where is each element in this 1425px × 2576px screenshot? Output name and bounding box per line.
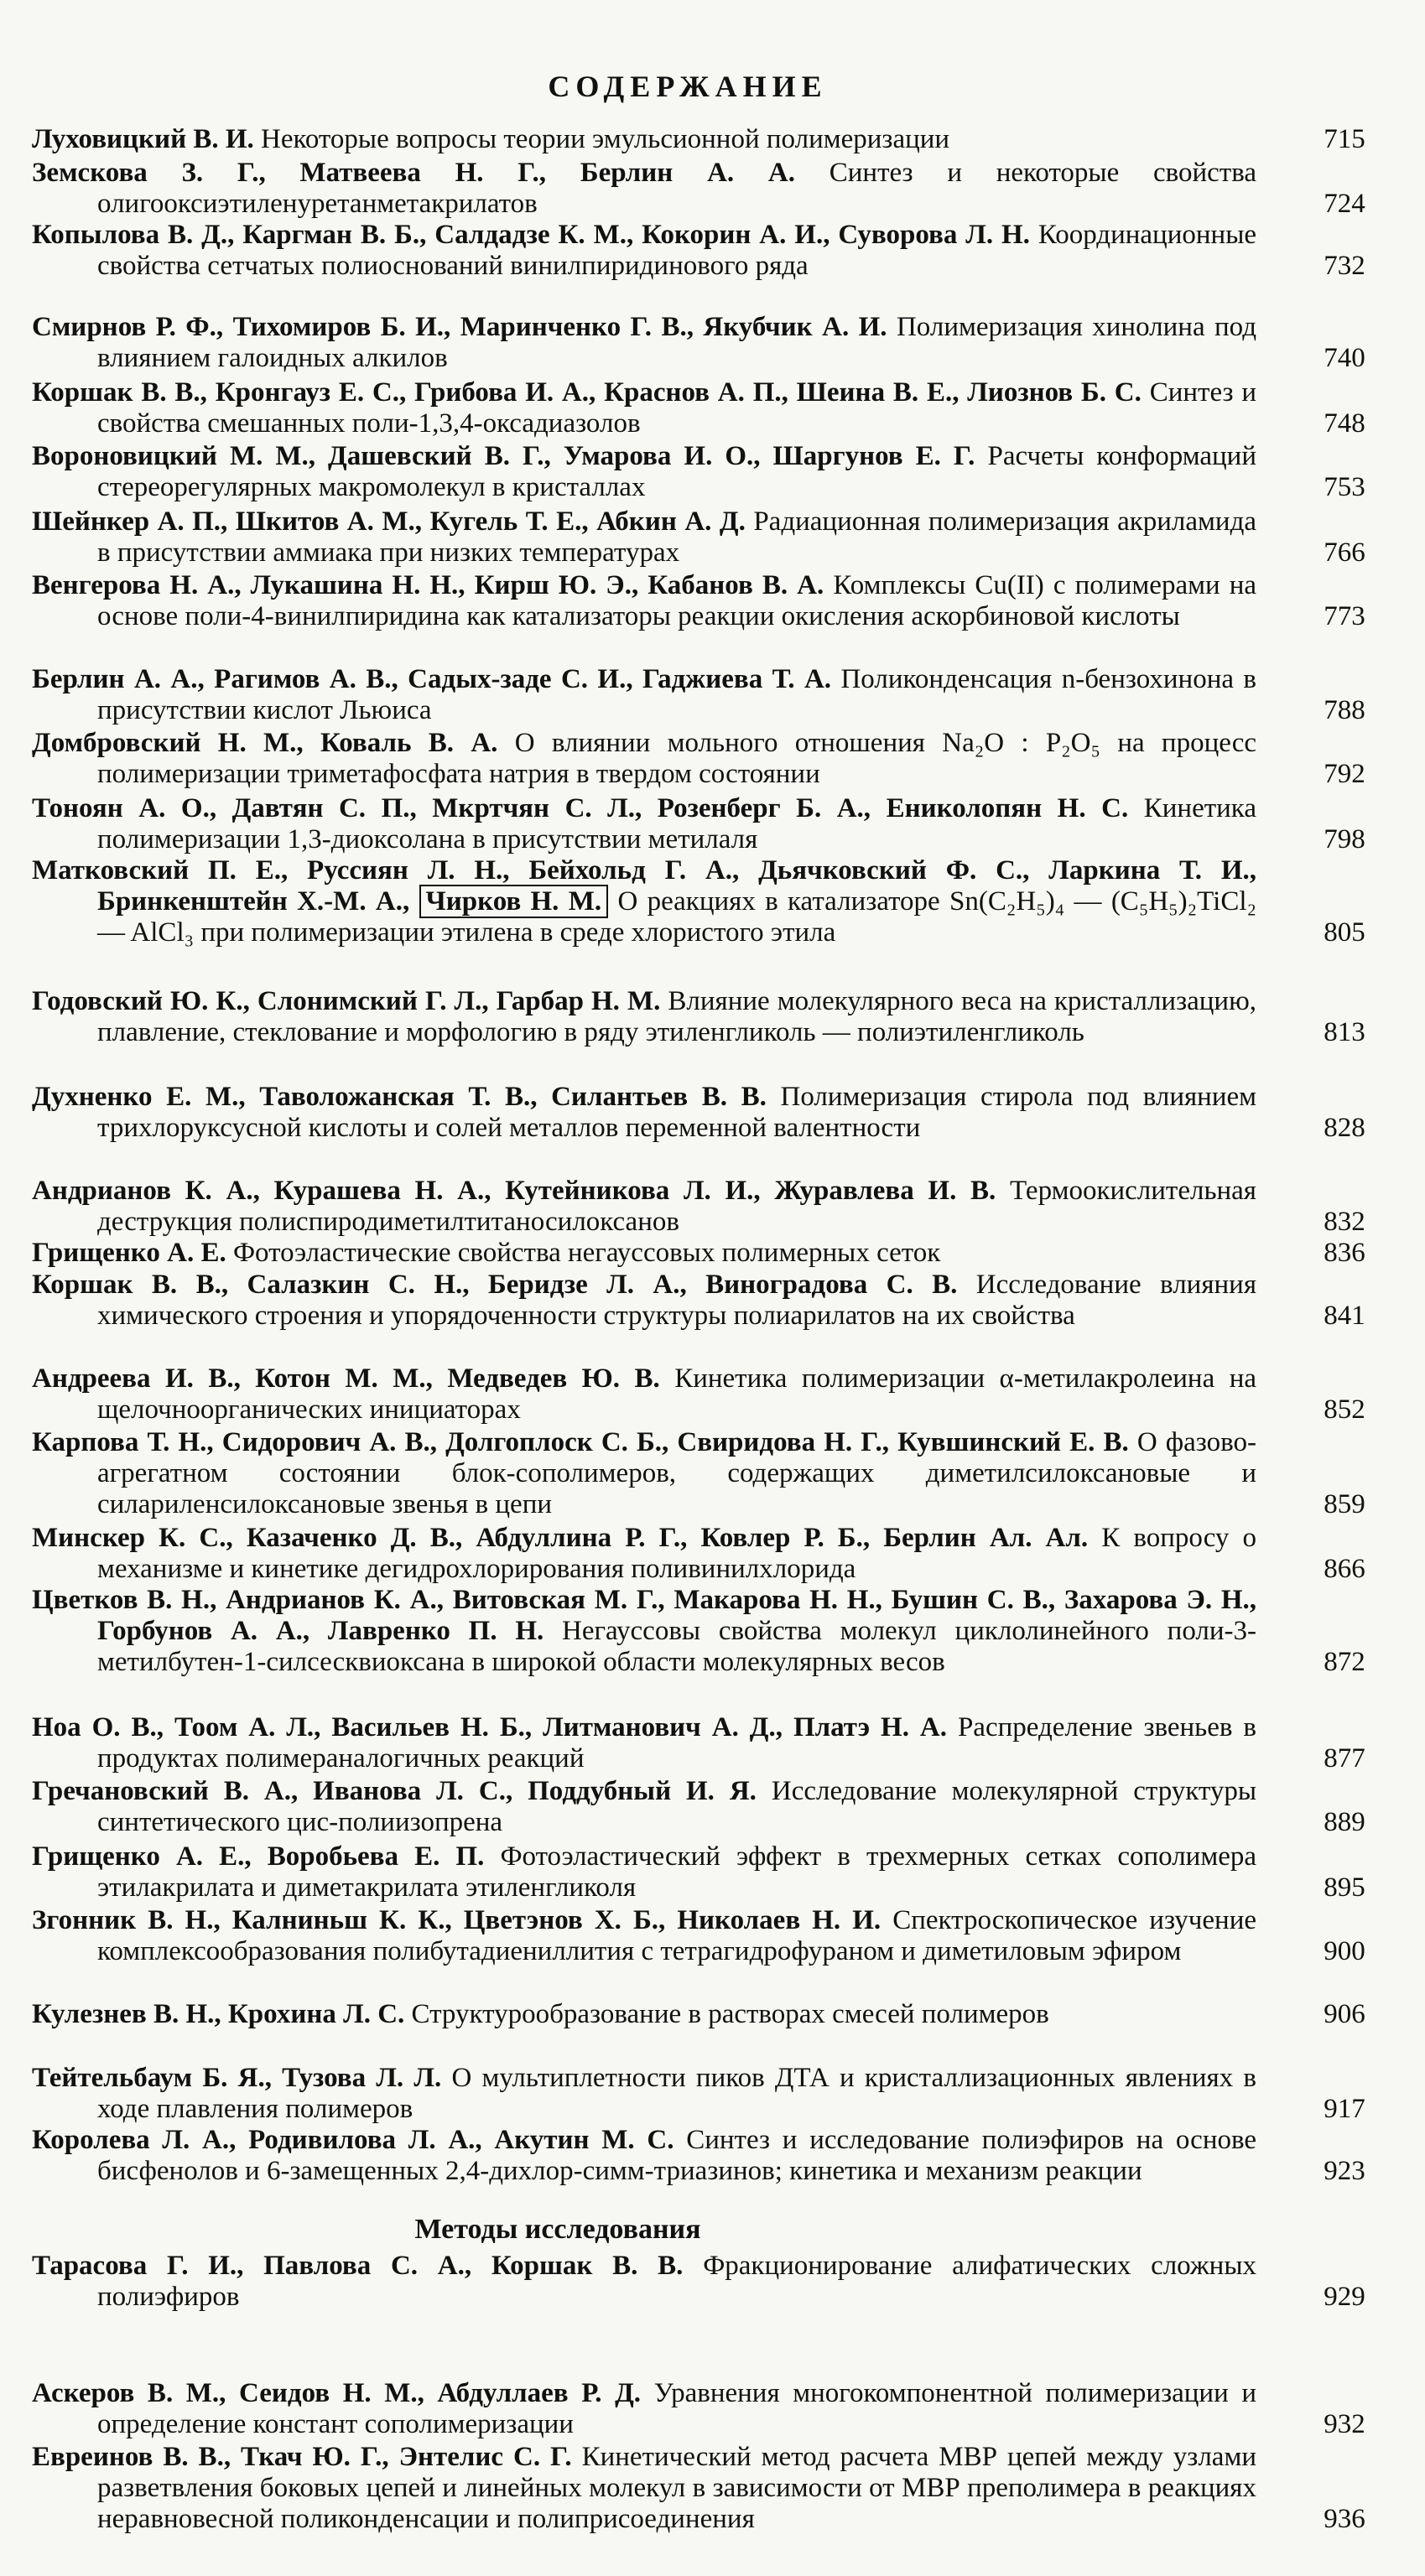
entry-page: 773 bbox=[1324, 601, 1365, 631]
entry-title: Синтез и исследование полиэфиров на основе бисфенолов и 6-замещенных 2,4-дихлор-симм-триазинов; кинетика и механизм реакции bbox=[97, 2125, 1257, 2186]
entry-title: О фазово-агрегатном состоянии блок-сополимеров, содержащих диметилсилоксановые и силариленсилоксановые звенья в цепи bbox=[97, 1427, 1256, 1519]
entry-page: 900 bbox=[1324, 1936, 1365, 1966]
toc-entry bbox=[32, 1176, 1365, 1238]
entry-title: Спектроскопическое изучение комплексообразования полибутадиениллития с тетрагидрофураном и диметиловым эфиром bbox=[97, 1905, 1257, 1966]
entry-title: Структурообразование в растворах смесей полимеров bbox=[411, 1999, 1049, 2029]
entry-page: 917 bbox=[1324, 2094, 1365, 2124]
entry-authors: Минскер К. С., Казаченко Д. В., Абдуллина Р. Г., Ковлер Р. Б., Берлин Ал. Ал. bbox=[32, 1523, 1089, 1553]
toc-entry bbox=[32, 312, 1365, 374]
entry-title: Синтез и некоторые свойства олигооксиэтиленуретанметакрилатов bbox=[97, 158, 1257, 219]
entry-title: К вопросу о механизме и кинетике дегидрохлорирования поливинилхлорида bbox=[97, 1523, 1257, 1584]
entry-authors: Венгерова Н. А., Лукашина Н. Н., Кирш Ю. Э., Кабанов В. А. bbox=[32, 570, 824, 600]
entry-title: Полимеризация стирола под влиянием трихлоруксусной кислоты и солей металлов переменной валентности bbox=[97, 1082, 1257, 1143]
entry-authors: Тоноян А. О., Давтян С. П., Мкртчян С. Л., Розенберг Б. А., Ениколопян Н. С. bbox=[32, 793, 1129, 823]
entry-title: Некоторые вопросы теории эмульсионной полимеризации bbox=[261, 124, 950, 154]
entry-authors: Згонник В. Н., Калниньш К. К., Цветэнов Х. Б., Николаев Н. И. bbox=[32, 1905, 882, 1935]
entry-authors: Грищенко А. Е. bbox=[32, 1238, 226, 1268]
entry-title: Комплексы Cu(II) с полимерами на основе поли-4-винилпиридина как катализаторы реакции окисления аскорбиновой кислоты bbox=[97, 570, 1257, 631]
entry-title: Влияние молекулярного веса на кристаллизацию, плавление, стеклование и морфологию в ряду этиленгликоль — полиэтиленгликоль bbox=[97, 986, 1256, 1047]
toc-entry bbox=[32, 1082, 1365, 1144]
toc-entry bbox=[32, 1427, 1365, 1520]
entry-authors: Земскова З. Г., Матвеева Н. Г., Берлин А. А. bbox=[32, 158, 795, 188]
entry-authors: Аскеров В. М., Сеидов Н. М., Абдуллаев Р. Д. bbox=[32, 2378, 642, 2408]
entry-authors: Андреева И. В., Котон М. М., Медведев Ю. В. bbox=[32, 1363, 660, 1394]
toc-entry bbox=[32, 986, 1365, 1048]
toc-entry bbox=[32, 2125, 1365, 2187]
entry-title: О мультиплетности пиков ДТА и кристаллизационных явлениях в ходе плавления полимеров bbox=[97, 2063, 1256, 2124]
entry-page: 828 bbox=[1324, 1113, 1365, 1143]
toc-entry bbox=[32, 1841, 1365, 1903]
entry-page: 852 bbox=[1324, 1394, 1365, 1425]
toc-entry bbox=[32, 2251, 1365, 2313]
toc-entry bbox=[32, 728, 1365, 790]
toc-entry bbox=[32, 441, 1365, 503]
entry-authors: Грищенко А. Е., Воробьева Е. П. bbox=[32, 1841, 485, 1872]
entry-title: Негауссовы свойства молекул циклолинейного поли-3-метилбутен-1-силсесквиоксана в широкой области молекулярных весов bbox=[97, 1616, 1256, 1677]
toc-entry bbox=[32, 506, 1365, 569]
toc-entry bbox=[32, 793, 1365, 855]
toc-entry bbox=[32, 1270, 1365, 1332]
entry-title: Поликонденсация n-бензохинона в присутствии кислот Льюиса bbox=[97, 664, 1256, 725]
entry-title: Расчеты конформаций стереорегулярных макромолекул в кристаллах bbox=[97, 441, 1256, 502]
entry-authors: Копылова В. Д., Каргман В. Б., Салдадзе К. М., Кокорин А. И., Суворова Л. Н. bbox=[32, 220, 1030, 250]
entry-page: 832 bbox=[1324, 1207, 1365, 1237]
entry-title: Кинетика полимеризации 1,3-диоксолана в присутствии метилаля bbox=[97, 793, 1256, 854]
entry-page: 889 bbox=[1324, 1807, 1365, 1837]
toc-entry bbox=[32, 1905, 1365, 1967]
entry-title: Синтез и свойства смешанных поли-1,3,4-оксадиазолов bbox=[97, 377, 1257, 439]
entry-page: 932 bbox=[1324, 2409, 1365, 2439]
entry-authors: Домбровский Н. М., Коваль В. А. bbox=[32, 728, 498, 758]
entry-authors: Кулезнев В. Н., Крохина Л. С. bbox=[32, 1999, 405, 2029]
entry-title: Фотоэластические свойства негауссовых полимерных сеток bbox=[232, 1238, 941, 1268]
toc-entry bbox=[32, 1238, 1365, 1269]
entry-title: Фотоэластический эффект в трехмерных сетках сополимера этилакрилата и диметакрилата этиленгликоля bbox=[97, 1841, 1257, 1903]
entry-authors: Евреинов В. В., Ткач Ю. Г., Энтелис С. Г. bbox=[32, 2442, 572, 2472]
entry-authors: Годовский Ю. К., Слонимский Г. Л., Гарбар Н. М. bbox=[32, 986, 661, 1016]
entry-page: 929 bbox=[1324, 2282, 1365, 2312]
toc-entry bbox=[32, 377, 1365, 439]
entry-page: 724 bbox=[1324, 189, 1365, 219]
toc-entry bbox=[32, 1523, 1365, 1585]
toc-entry bbox=[32, 158, 1365, 220]
entry-page: 877 bbox=[1324, 1743, 1365, 1774]
entry-authors: Духненко Е. М., Таволожанская Т. В., Силантьев В. В. bbox=[32, 1082, 767, 1112]
entry-title: Радиационная полимеризация акриламида в присутствии аммиака при низких температурах bbox=[97, 506, 1257, 568]
entry-page: 792 bbox=[1324, 759, 1365, 789]
entry-title: Исследование молекулярной структуры синтетического цис-полиизопрена bbox=[97, 1776, 1257, 1837]
entry-title: Кинетика полимеризации α-метилакролеина на щелочноорганических инициаторах bbox=[97, 1363, 1257, 1425]
entry-page: 805 bbox=[1324, 917, 1365, 948]
entry-title: Исследование влияния химического строения и упорядоченности структуры полиарилатов на их свойства bbox=[97, 1270, 1257, 1331]
entry-page: 813 bbox=[1324, 1017, 1365, 1047]
entry-page: 798 bbox=[1324, 824, 1365, 854]
entry-page: 836 bbox=[1324, 1238, 1365, 1268]
entry-boxed-author: Чирков Н. М. bbox=[419, 885, 609, 918]
entry-title: О влиянии мольного отношения Na₂O : P₂O₅ на процесс полимеризации триметафосфата натрия в твердом состоянии bbox=[97, 728, 1257, 789]
toc-entry bbox=[32, 220, 1365, 282]
entry-page: 740 bbox=[1324, 343, 1365, 373]
entry-authors: Коршак В. В., Салазкин С. Н., Беридзе Л. А., Виноградова С. В. bbox=[32, 1270, 958, 1300]
entry-page: 841 bbox=[1324, 1301, 1365, 1331]
entry-page: 859 bbox=[1324, 1489, 1365, 1519]
entry-page: 872 bbox=[1324, 1647, 1365, 1677]
entry-authors: Смирнов Р. Ф., Тихомиров Б. И., Маринченко Г. В., Якубчик А. И. bbox=[32, 312, 887, 342]
toc-entry bbox=[32, 1363, 1365, 1426]
toc-entry bbox=[32, 855, 1365, 948]
toc-entry bbox=[32, 124, 1365, 155]
entry-page: 895 bbox=[1324, 1872, 1365, 1903]
entry-page: 753 bbox=[1324, 472, 1365, 502]
entry-authors: Андрианов К. А., Курашева Н. А., Кутейникова Л. И., Журавлева И. В. bbox=[32, 1176, 996, 1206]
entry-authors: Берлин А. А., Рагимов А. В., Садых-заде С. И., Гаджиева Т. А. bbox=[32, 664, 832, 694]
entry-page: 715 bbox=[1324, 124, 1365, 154]
entry-authors: Тейтельбаум Б. Я., Тузова Л. Л. bbox=[32, 2063, 442, 2093]
entry-title: Уравнения многокомпонентной полимеризации и определение констант сополимеризации bbox=[97, 2378, 1256, 2439]
entry-title: Полимеризация хинолина под влиянием галоидных алкилов bbox=[97, 312, 1257, 373]
entry-title: Термоокислительная деструкция полиспиродиметилтитаносилоксанов bbox=[97, 1176, 1256, 1237]
entry-title: О реакциях в катализаторе Sn(C₂H₅)₄ — (C₅H₅)₂TiCl₂ — AlCl₃ при полимеризации этилена в среде хлористого этила bbox=[97, 886, 1257, 948]
entry-authors: Тарасова Г. И., Павлова С. А., Коршак В. В. bbox=[32, 2251, 684, 2281]
toc-entry bbox=[32, 2378, 1365, 2440]
toc-entry bbox=[32, 664, 1365, 726]
entry-page: 906 bbox=[1324, 1999, 1365, 2029]
entry-page: 936 bbox=[1324, 2504, 1365, 2534]
toc-entry bbox=[32, 1585, 1365, 1678]
section-heading-methods: Методы исследования bbox=[414, 2214, 701, 2245]
toc-entry bbox=[32, 570, 1365, 632]
toc-entry bbox=[32, 2442, 1365, 2535]
page-title: СОДЕРЖАНИЕ bbox=[548, 70, 828, 103]
entry-authors: Луховицкий В. И. bbox=[32, 124, 254, 154]
toc-entry bbox=[32, 1712, 1365, 1774]
entry-authors: Вороновицкий М. М., Дашевский В. Г., Умарова И. О., Шаргунов Е. Г. bbox=[32, 441, 975, 471]
toc-entry bbox=[32, 1776, 1365, 1838]
entry-title: Координационные свойства сетчатых полиоснований винилпиридинового ряда bbox=[97, 220, 1257, 281]
entry-authors: Коршак В. В., Кронгауз Е. С., Грибова И. А., Краснов А. П., Шеина В. Е., Лиознов Б. С. bbox=[32, 377, 1142, 408]
toc-entry bbox=[32, 1999, 1365, 2030]
entry-page: 766 bbox=[1324, 538, 1365, 568]
entry-page: 788 bbox=[1324, 695, 1365, 725]
entry-authors: Цветков В. Н., Андрианов К. А., Витовская М. Г., Макарова Н. Н., Бушин С. В., Захарова Э. Н., Горбунов А. А., Лавренко П. Н. bbox=[32, 1585, 1256, 1646]
entry-authors: Шейнкер А. П., Шкитов А. М., Кугель Т. Е., Абкин А. Д. bbox=[32, 506, 746, 537]
entry-title: Распределение звеньев в продуктах полимераналогичных реакций bbox=[97, 1712, 1256, 1774]
entry-title: Кинетический метод расчета МВР цепей между узлами разветвления боковых цепей и линейных молекул в зависимости от МВР преполимера в реакциях неравновесной поликонденсации и полиприсоединения bbox=[97, 2442, 1256, 2534]
entry-page: 748 bbox=[1324, 408, 1365, 439]
entry-authors: Матковский П. Е., Руссиян Л. Н., Бейхольд Г. А., Дьячковский Ф. С., Ларкина Т. И., Бринкенштейн Х.-М. А., bbox=[32, 855, 1256, 917]
entry-authors: Гречановский В. А., Иванова Л. С., Поддубный И. Я. bbox=[32, 1776, 757, 1806]
entry-page: 923 bbox=[1324, 2156, 1365, 2186]
entry-title: Фракционирование алифатических сложных полиэфиров bbox=[97, 2251, 1256, 2312]
entry-authors: Королева Л. А., Родивилова Л. А., Акутин М. С. bbox=[32, 2125, 674, 2155]
entry-authors: Ноа О. В., Тоом А. Л., Васильев Н. Б., Литманович А. Д., Платэ Н. А. bbox=[32, 1712, 947, 1742]
entry-page: 866 bbox=[1324, 1554, 1365, 1584]
entry-page: 732 bbox=[1324, 251, 1365, 281]
toc-entry bbox=[32, 2063, 1365, 2125]
entry-authors: Карпова Т. Н., Сидорович А. В., Долгоплоск С. Б., Свиридова Н. Г., Кувшинский Е. В. bbox=[32, 1427, 1129, 1457]
